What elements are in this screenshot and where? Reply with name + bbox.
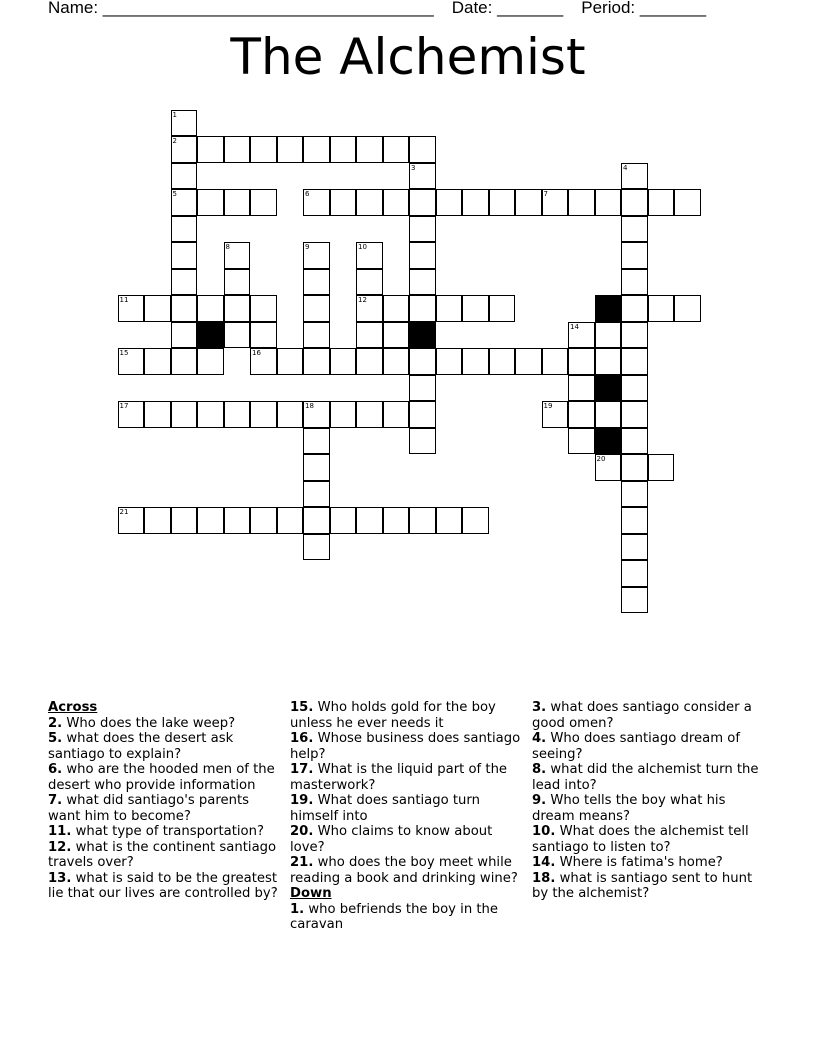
clue-number: 14. [532, 855, 556, 870]
grid-cell[interactable] [436, 189, 463, 216]
black-cell [595, 295, 622, 322]
grid-cell[interactable] [303, 295, 330, 322]
grid-cell[interactable] [224, 242, 251, 269]
grid-cell[interactable] [356, 507, 383, 534]
grid-cell[interactable] [171, 242, 198, 269]
grid-cell[interactable] [171, 322, 198, 349]
grid-cell[interactable] [383, 295, 410, 322]
grid-cell[interactable] [595, 348, 622, 375]
clue-number: 13. [48, 870, 72, 886]
clue-number: 17. [290, 762, 314, 777]
grid-cell[interactable] [621, 322, 648, 349]
clue-item [532, 824, 772, 855]
clue-text: what did santiago's parents want him to become? [48, 793, 250, 824]
grid-cell[interactable] [436, 507, 463, 534]
clue-number: 21. [290, 855, 314, 870]
clue-number: 18. [532, 870, 556, 886]
grid-cell[interactable] [171, 348, 198, 375]
clue-number: 5. [48, 731, 63, 746]
clue-text: What does santiago turn himself into [290, 793, 480, 824]
clue-number: 20 [596, 455, 606, 463]
across-heading: Across [48, 700, 98, 715]
grid-cell[interactable] [250, 507, 277, 534]
clue-item [48, 762, 280, 793]
clue-number: 4. [532, 731, 547, 746]
grid-cell[interactable] [197, 189, 224, 216]
clue-number: 3. [532, 700, 547, 715]
clue-text: what did the alchemist turn the lead into? [532, 762, 759, 793]
grid-cell[interactable] [144, 348, 171, 375]
clue-item [290, 793, 526, 824]
grid-cell[interactable] [595, 189, 622, 216]
clue-item [48, 731, 280, 762]
grid-cell[interactable] [568, 189, 595, 216]
grid-cell[interactable] [303, 534, 330, 561]
grid-cell[interactable] [436, 295, 463, 322]
clue-number: 11 [119, 296, 129, 304]
grid-cell[interactable] [144, 507, 171, 534]
clue-text: who are the hooded men of the desert who provide information [48, 762, 275, 793]
clue-number: 16 [252, 349, 261, 357]
clue-number: 6. [48, 762, 63, 777]
grid-cell[interactable] [409, 242, 436, 269]
clue-item [290, 902, 526, 933]
grid-cell[interactable] [356, 242, 383, 269]
clue-number: 6 [305, 190, 310, 198]
grid-cell[interactable] [171, 136, 198, 163]
grid-cell[interactable] [595, 401, 622, 428]
grid-cell[interactable] [250, 136, 277, 163]
grid-cell[interactable] [621, 163, 648, 190]
grid-cell[interactable] [621, 189, 648, 216]
grid-cell[interactable] [542, 189, 569, 216]
grid-cell[interactable] [648, 454, 675, 481]
down-clue-list [290, 902, 526, 933]
grid-cell[interactable] [489, 189, 516, 216]
clue-number: 1 [172, 110, 177, 119]
clue-number: 2 [172, 137, 177, 145]
grid-cell[interactable] [303, 428, 330, 455]
grid-cell[interactable] [303, 322, 330, 349]
grid-cell[interactable] [197, 295, 224, 322]
clue-item [48, 871, 280, 902]
grid-cell[interactable] [330, 507, 357, 534]
across-clue-list [48, 716, 280, 902]
grid-cell[interactable] [489, 295, 516, 322]
grid-cell[interactable] [118, 348, 145, 375]
grid-cell[interactable] [648, 295, 675, 322]
clue-number: 15 [119, 349, 129, 357]
grid-cell[interactable] [118, 507, 145, 534]
across-clue-list-continued [290, 700, 526, 886]
grid-cell[interactable] [250, 322, 277, 349]
clue-text: What is the liquid part of the masterwork? [290, 762, 508, 793]
clue-number: 15. [290, 700, 314, 715]
clue-item [290, 855, 526, 886]
grid-cell[interactable] [303, 242, 330, 269]
clue-text: What does the alchemist tell santiago to listen to? [532, 824, 749, 855]
grid-cell[interactable] [674, 295, 701, 322]
clue-item [290, 731, 526, 762]
grid-cell[interactable] [171, 507, 198, 534]
grid-cell[interactable] [356, 269, 383, 296]
down-heading: Down [290, 886, 332, 901]
clue-text: what is the continent santiago travels over? [48, 839, 277, 870]
clue-number: 18 [305, 402, 314, 410]
clue-number: 16. [290, 731, 314, 746]
name-field: Name: ___________________________________ [48, 0, 434, 17]
clue-number: 12. [48, 839, 72, 855]
clue-number: 17 [119, 402, 129, 410]
clue-number: 9 [305, 243, 310, 251]
grid-cell[interactable] [303, 507, 330, 534]
clue-number: 19 [543, 402, 553, 410]
black-cell [595, 428, 622, 455]
grid-cell[interactable] [489, 348, 516, 375]
clue-text: Whose business does santiago help? [290, 731, 521, 762]
grid-cell[interactable] [436, 348, 463, 375]
grid-cell[interactable] [250, 189, 277, 216]
clue-item [290, 762, 526, 793]
grid-cell[interactable] [568, 428, 595, 455]
grid-cell[interactable] [621, 428, 648, 455]
grid-cell[interactable] [462, 348, 489, 375]
clue-number: 11. [48, 824, 72, 839]
clue-item [48, 824, 280, 840]
grid-cell[interactable] [621, 587, 648, 614]
grid-cell[interactable] [171, 163, 198, 190]
grid-cell[interactable] [118, 401, 145, 428]
grid-cell[interactable] [171, 110, 198, 137]
clue-number: 1. [290, 901, 305, 917]
clue-number: 9. [532, 793, 547, 808]
grid-cell[interactable] [356, 136, 383, 163]
clue-text: Who does the lake weep? [62, 715, 236, 731]
clue-number: 2. [48, 715, 63, 731]
clue-number: 8 [225, 243, 230, 251]
grid-cell[interactable] [303, 189, 330, 216]
grid-cell[interactable] [144, 401, 171, 428]
grid-cell[interactable] [303, 269, 330, 296]
grid-cell[interactable] [621, 534, 648, 561]
clue-number: 7 [543, 190, 548, 198]
grid-cell[interactable] [171, 189, 198, 216]
clue-number: 8. [532, 762, 547, 777]
grid-cell[interactable] [621, 507, 648, 534]
clues-column-1 [48, 700, 280, 902]
grid-cell[interactable] [383, 322, 410, 349]
grid-cell[interactable] [568, 401, 595, 428]
clue-number: 12 [358, 296, 367, 304]
grid-cell[interactable] [621, 375, 648, 402]
grid-cell[interactable] [409, 375, 436, 402]
clue-item [532, 731, 772, 762]
grid-cell[interactable] [303, 454, 330, 481]
grid-cell[interactable] [171, 269, 198, 296]
grid-cell[interactable] [250, 295, 277, 322]
clue-item [290, 700, 526, 731]
grid-cell[interactable] [621, 348, 648, 375]
clue-item [532, 793, 772, 824]
clue-item [290, 824, 526, 855]
grid-cell[interactable] [648, 189, 675, 216]
grid-cell[interactable] [224, 269, 251, 296]
clue-text: Who holds gold for the boy unless he ever needs it [290, 700, 496, 731]
grid-cell[interactable] [277, 507, 304, 534]
grid-cell[interactable] [568, 348, 595, 375]
grid-cell[interactable] [383, 507, 410, 534]
grid-cell[interactable] [224, 136, 251, 163]
clue-number: 14 [570, 322, 579, 331]
grid-cell[interactable] [409, 401, 436, 428]
black-cell [409, 322, 436, 349]
grid-cell[interactable] [330, 189, 357, 216]
clue-text: what is santiago sent to hunt by the alchemist? [532, 870, 753, 901]
clue-text: what type of transportation? [71, 824, 264, 839]
grid-cell[interactable] [303, 481, 330, 508]
grid-cell[interactable] [303, 136, 330, 163]
grid-cell[interactable] [356, 295, 383, 322]
clue-text: what does santiago consider a good omen? [532, 700, 752, 731]
grid-cell[interactable] [515, 189, 542, 216]
black-cell [197, 322, 224, 349]
grid-cell[interactable] [383, 189, 410, 216]
grid-cell[interactable] [462, 295, 489, 322]
grid-cell[interactable] [356, 322, 383, 349]
grid-cell[interactable] [224, 322, 251, 349]
clue-item [48, 793, 280, 824]
grid-cell[interactable] [197, 348, 224, 375]
grid-cell[interactable] [409, 507, 436, 534]
grid-cell[interactable] [409, 136, 436, 163]
clue-number: 5 [172, 190, 177, 198]
grid-cell[interactable] [250, 401, 277, 428]
clue-text: Who tells the boy what his dream means? [532, 793, 726, 824]
grid-cell[interactable] [277, 348, 304, 375]
clue-number: 10. [532, 824, 556, 839]
clue-item [48, 716, 280, 732]
clue-text: what does the desert ask santiago to explain? [48, 731, 234, 762]
grid-cell[interactable] [621, 269, 648, 296]
clue-number: 19. [290, 793, 314, 808]
grid-cell[interactable] [356, 189, 383, 216]
clues-column-2 [290, 700, 526, 933]
clue-text: who does the boy meet while reading a book and drinking wine? [290, 855, 518, 886]
grid-cell[interactable] [383, 136, 410, 163]
grid-cell[interactable] [356, 348, 383, 375]
grid-cell[interactable] [224, 401, 251, 428]
clue-number: 7. [48, 793, 63, 808]
clue-text: Who claims to know about love? [290, 824, 493, 855]
clue-text: who befriends the boy in the caravan [290, 901, 499, 932]
grid-cell[interactable] [409, 269, 436, 296]
clues-column-3 [532, 700, 772, 902]
grid-cell[interactable] [409, 295, 436, 322]
grid-cell[interactable] [621, 295, 648, 322]
clue-text: Where is fatima's home? [555, 855, 723, 870]
clue-number: 13 [596, 296, 606, 304]
grid-cell[interactable] [330, 136, 357, 163]
grid-cell[interactable] [621, 454, 648, 481]
grid-cell[interactable] [224, 507, 251, 534]
grid-cell[interactable] [621, 560, 648, 587]
grid-cell[interactable] [383, 348, 410, 375]
grid-cell[interactable] [409, 428, 436, 455]
black-cell [595, 375, 622, 402]
clue-number: 3 [411, 163, 416, 172]
grid-cell[interactable] [171, 401, 198, 428]
grid-cell[interactable] [171, 295, 198, 322]
grid-cell[interactable] [356, 401, 383, 428]
grid-cell[interactable] [621, 216, 648, 243]
grid-cell[interactable] [277, 136, 304, 163]
grid-cell[interactable] [674, 189, 701, 216]
grid-cell[interactable] [197, 136, 224, 163]
grid-cell[interactable] [462, 189, 489, 216]
clue-number: 20. [290, 824, 314, 839]
period-field: Period: _______ [581, 0, 707, 17]
grid-cell[interactable] [409, 189, 436, 216]
grid-cell[interactable] [409, 163, 436, 190]
clue-number: 4 [623, 163, 628, 172]
grid-cell[interactable] [224, 295, 251, 322]
grid-cell[interactable] [144, 295, 171, 322]
grid-cell[interactable] [621, 242, 648, 269]
grid-cell[interactable] [515, 348, 542, 375]
down-clue-list-continued [532, 700, 772, 902]
grid-cell[interactable] [250, 348, 277, 375]
grid-cell[interactable] [542, 401, 569, 428]
grid-cell[interactable] [330, 401, 357, 428]
grid-cell[interactable] [409, 216, 436, 243]
grid-cell[interactable] [462, 507, 489, 534]
grid-cell[interactable] [542, 348, 569, 375]
grid-cell[interactable] [595, 454, 622, 481]
grid-cell[interactable] [224, 189, 251, 216]
clue-item [532, 762, 772, 793]
clue-item [48, 840, 280, 871]
grid-cell[interactable] [595, 322, 622, 349]
clue-number: 21 [119, 508, 129, 516]
grid-cell[interactable] [118, 295, 145, 322]
clue-item [532, 855, 772, 871]
grid-cell[interactable] [621, 401, 648, 428]
grid-cell[interactable] [568, 375, 595, 402]
clue-text: Who does santiago dream of seeing? [532, 731, 740, 762]
date-field: Date: _______ [451, 0, 564, 17]
clue-item [532, 700, 772, 731]
grid-cell[interactable] [568, 322, 595, 349]
clue-number: 10 [358, 243, 367, 251]
clue-text: what is said to be the greatest lie that our lives are controlled by? [48, 870, 278, 901]
grid-cell[interactable] [197, 401, 224, 428]
grid-cell[interactable] [303, 348, 330, 375]
grid-cell[interactable] [277, 401, 304, 428]
grid-cell[interactable] [171, 216, 198, 243]
page-title: The Alchemist [230, 28, 586, 86]
grid-cell[interactable] [330, 348, 357, 375]
clue-item [532, 871, 772, 902]
grid-cell[interactable] [409, 348, 436, 375]
grid-cell[interactable] [621, 481, 648, 508]
grid-cell[interactable] [197, 507, 224, 534]
grid-cell[interactable] [303, 401, 330, 428]
grid-cell[interactable] [383, 401, 410, 428]
